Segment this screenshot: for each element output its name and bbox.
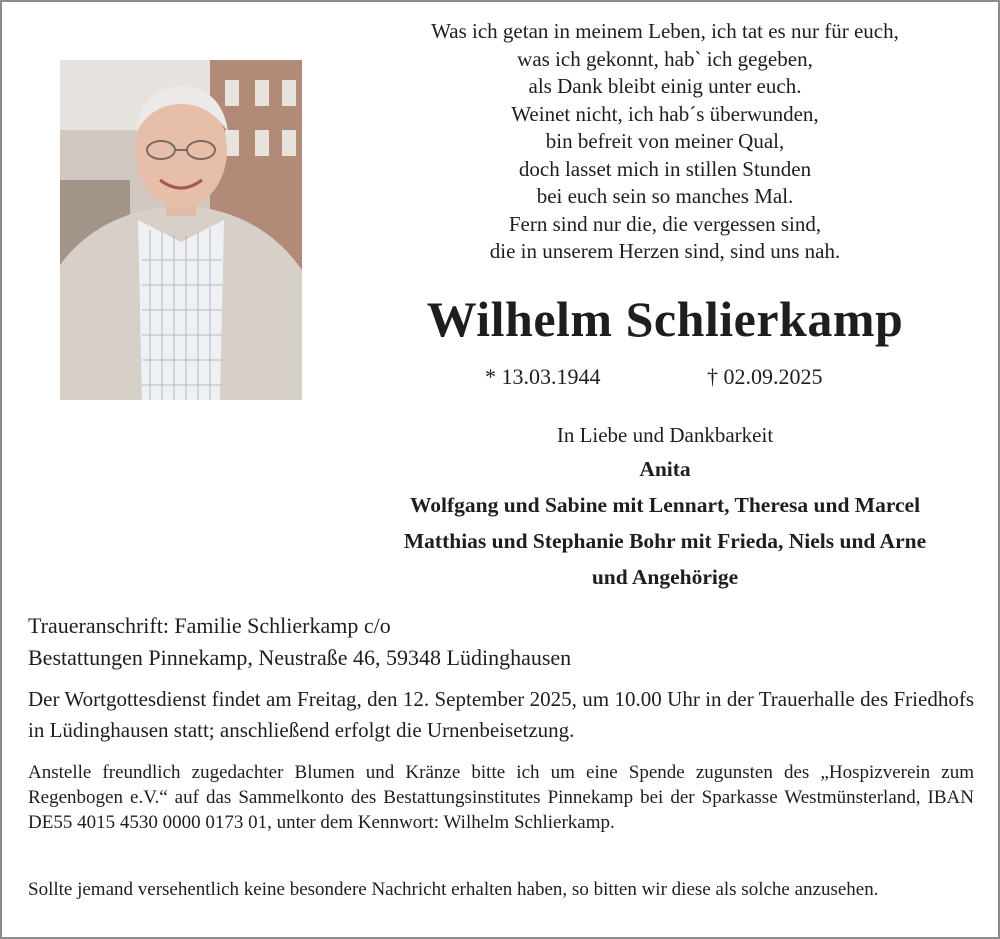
poem-line: Was ich getan in meinem Leben, ich tat es nur für euch,: [431, 19, 899, 43]
mourner-name: Wolfgang und Sabine mit Lennart, Theresa und Marcel: [409, 493, 921, 517]
donation-paragraph: Anstelle freundlich zugedachter Blumen und Kränze bitte ich um eine Spende zugunsten des „Hospizverein zum Regenbogen e.V.“ auf das Sammelkonto des Bestattungsinstitutes Pinnekamp bei der Sparkasse Westmünsterland, IBAN DE55 4015 4530 0000 0173 01, unter dem Kennwort: Wilhelm Schlierkamp.: [28, 762, 974, 833]
poem-line: bei euch sein so manches Mal.: [536, 184, 794, 208]
service-paragraph: Der Wortgottesdienst findet am Freitag, den 12. September 2025, um 10.00 Uhr in der Trauerhalle des Friedhofs in Lüdinghausen statt; anschließend erfolgt die Urnenbeisetzung.: [28, 687, 974, 742]
portrait-illustration: [60, 60, 302, 400]
mourners-block: [300, 421, 1000, 595]
poem-line: Fern sind nur die, die vergessen sind,: [508, 211, 822, 236]
poem-line: die in unserem Herzen sind, sind uns nah.: [489, 239, 841, 263]
poem-line: was ich gekonnt, hab` ich gegeben,: [517, 46, 813, 71]
mourner-name: Anita: [639, 457, 691, 481]
poem-line: Weinet nicht, ich hab´s überwunden,: [511, 101, 819, 126]
address-line-2: Bestattungen Pinnekamp, Neustraße 46, 59348 Lüdinghausen: [28, 645, 572, 670]
birth-date: * 13.03.1944: [485, 364, 601, 389]
deceased-name: Wilhelm Schlierkamp: [426, 291, 904, 347]
poem-line: als Dank bleibt einig unter euch.: [528, 74, 802, 98]
death-date: † 02.09.2025: [707, 364, 823, 389]
mourning-address: [28, 610, 571, 674]
mourner-name: Matthias und Stephanie Bohr mit Frieda, Niels und Arne: [403, 529, 927, 553]
notice-paragraph: Sollte jemand versehentlich keine besondere Nachricht erhalten haben, so bitten wir diese als solche anzusehen.: [28, 879, 879, 900]
address-line-1: Traueranschrift: Familie Schlierkamp c/o: [28, 613, 391, 638]
poem-line: doch lasset mich in stillen Stunden: [518, 156, 812, 181]
mourners-intro: In Liebe und Dankbarkeit: [556, 423, 774, 447]
portrait-photo: [60, 60, 302, 400]
poem: [350, 18, 980, 266]
poem-line: bin befreit von meiner Qual,: [545, 129, 785, 153]
mourner-name: und Angehörige: [591, 565, 739, 589]
